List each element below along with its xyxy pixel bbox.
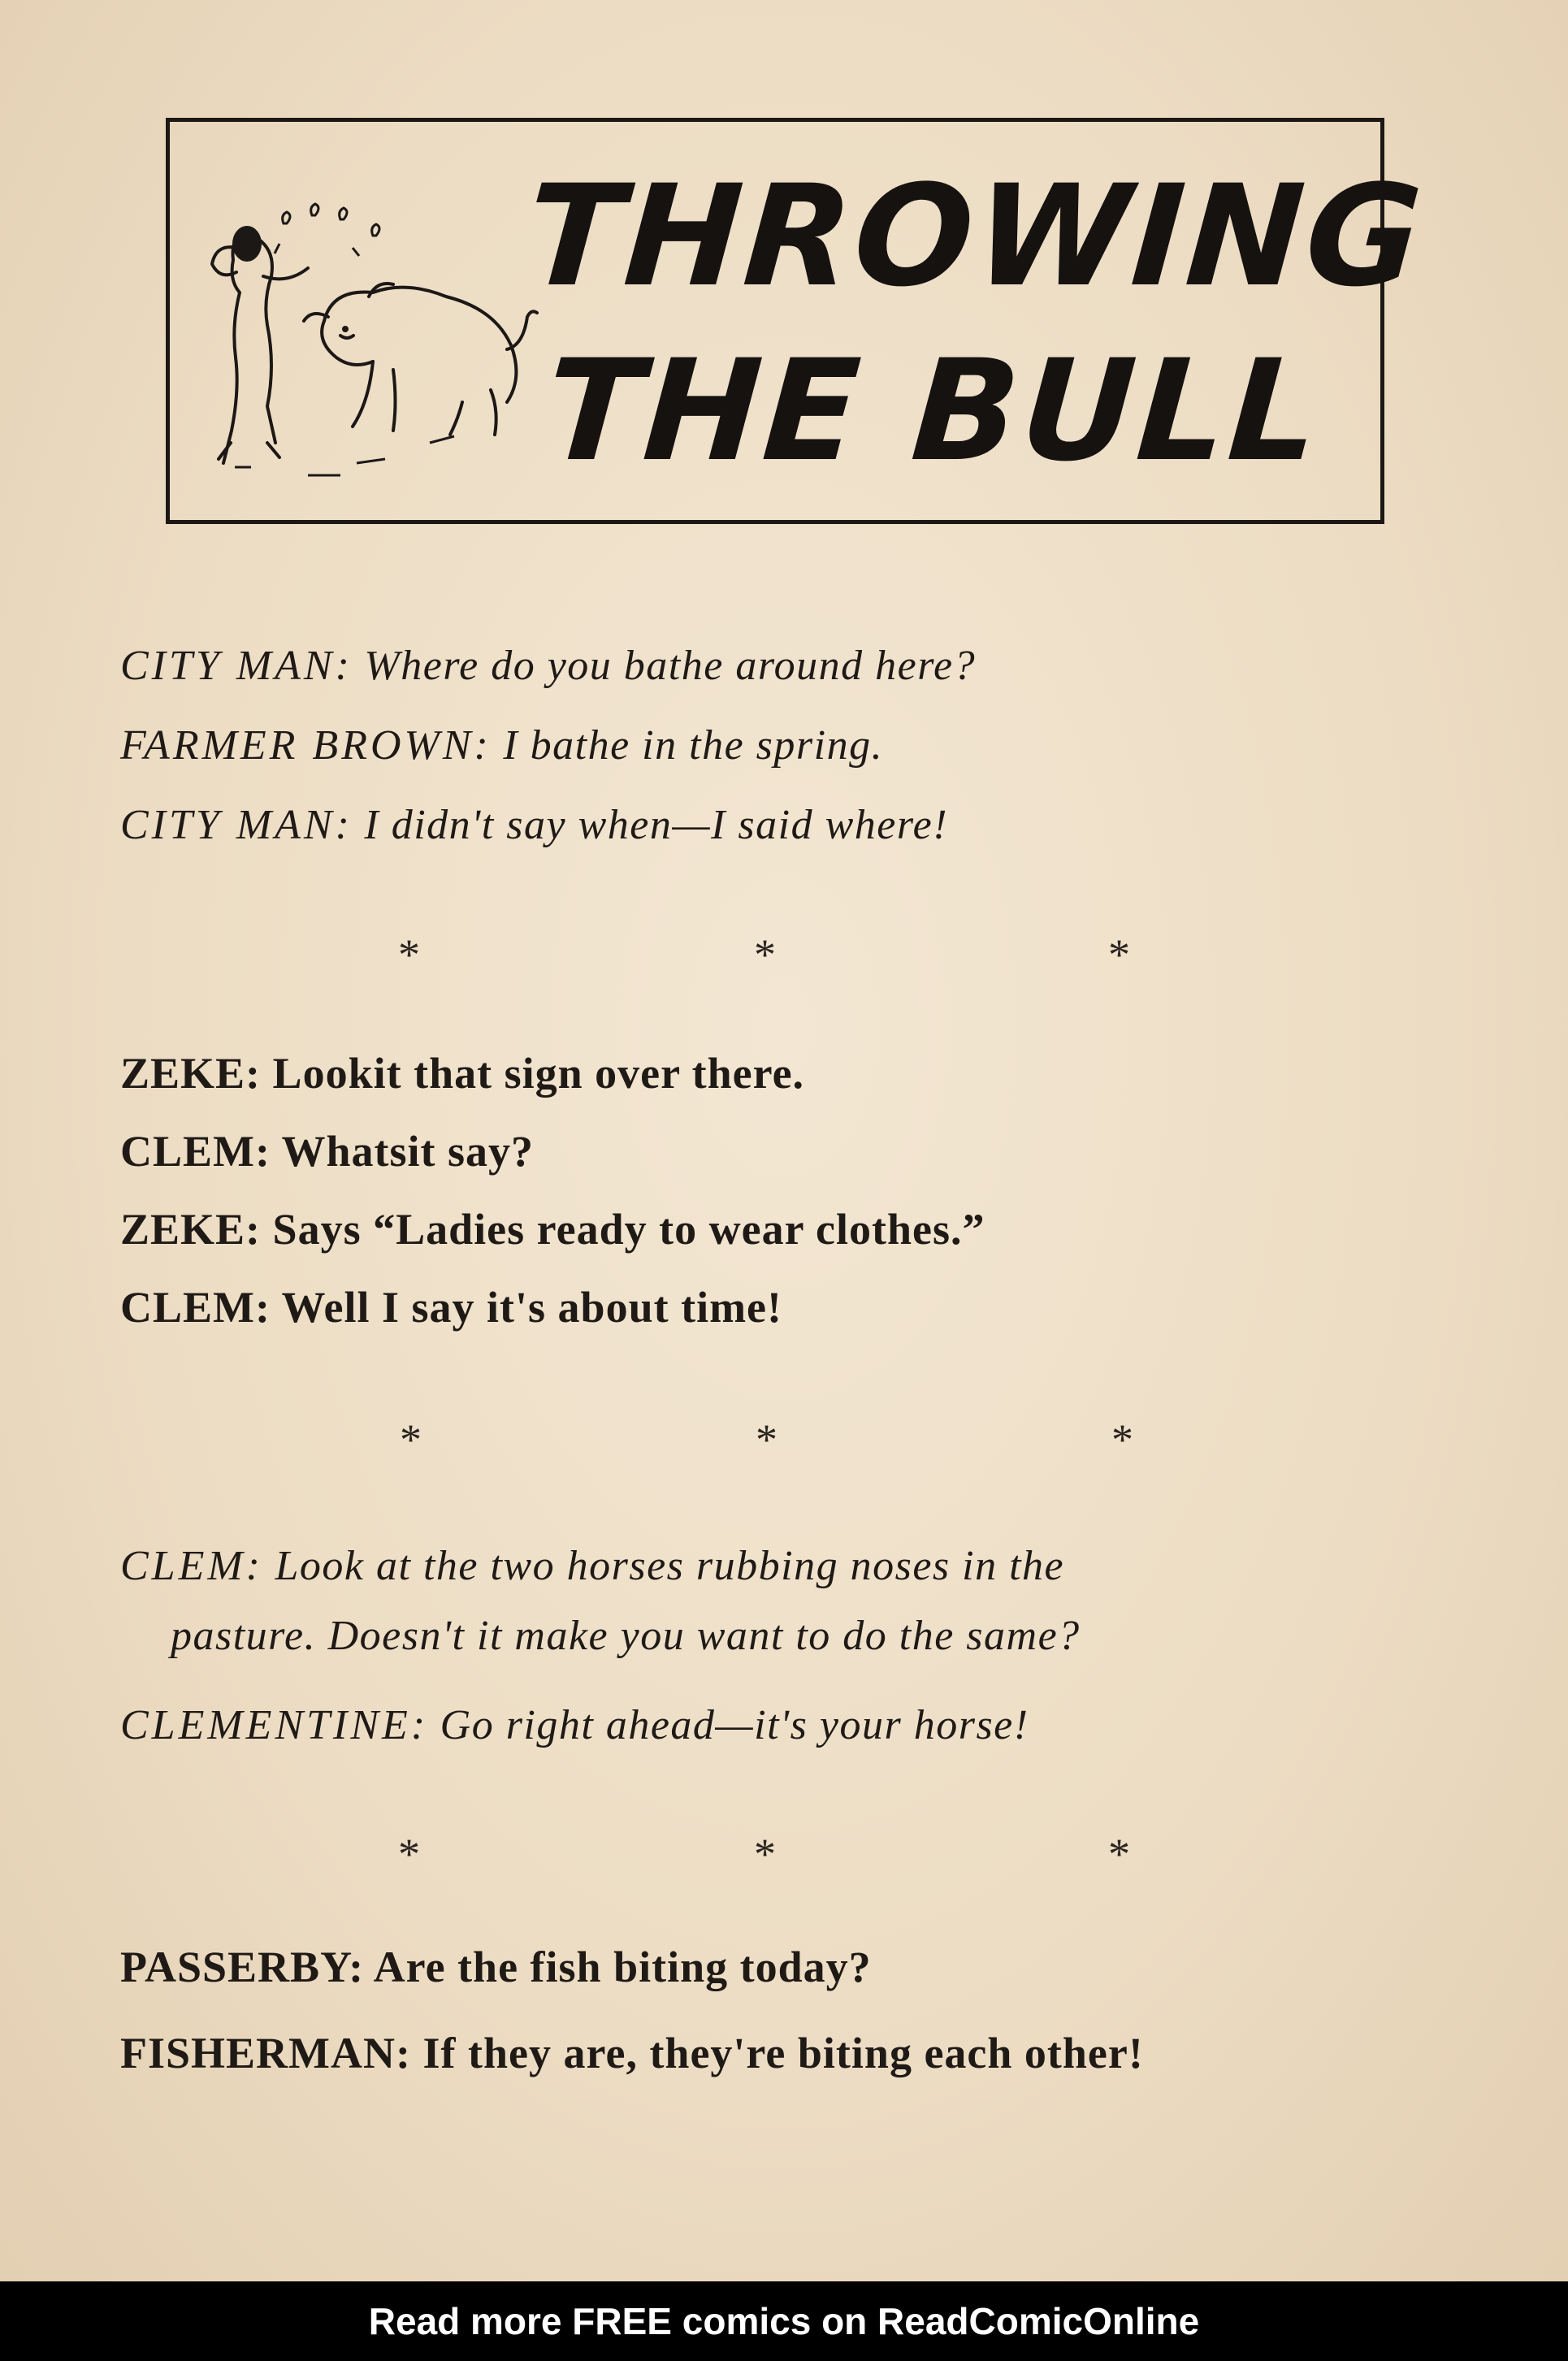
footer-link[interactable]: Read more FREE comics on ReadComicOnline	[368, 2300, 1200, 2342]
joke-line	[120, 801, 948, 849]
joke-line	[120, 1542, 1064, 1590]
separator-star: *	[398, 930, 420, 979]
joke-line	[120, 1701, 1029, 1749]
joke-line	[120, 721, 883, 769]
joke-line	[120, 1048, 804, 1098]
speaker-label: ZEKE:	[120, 1205, 262, 1254]
separator-star: *	[1108, 1830, 1130, 1878]
dialogue-text: Go right ahead—it's your horse!	[428, 1702, 1029, 1748]
speaker-label: CITY MAN:	[120, 643, 353, 689]
separator-stars	[0, 1832, 1568, 1881]
speaker-label: CLEM:	[120, 1543, 263, 1589]
title-line-2: THE BULL	[540, 329, 1327, 492]
joke-line	[120, 1126, 534, 1176]
separator-star: *	[400, 1415, 422, 1464]
joke-line	[120, 1942, 872, 1992]
separator-star: *	[754, 930, 776, 979]
footer-banner[interactable]	[0, 2281, 1568, 2361]
joke-line	[120, 642, 976, 690]
title-line-1: THROWING	[522, 154, 1429, 318]
dialogue-text: I didn't say when—I said where!	[352, 802, 949, 848]
title-panel	[166, 118, 1429, 524]
dialogue-text: Are the fish biting today?	[364, 1943, 872, 1991]
joke-line	[171, 1612, 1081, 1660]
joke-line	[120, 2028, 1144, 2078]
joke-line	[120, 1204, 985, 1254]
dialogue-text: pasture. Doesn't it make you want to do the same?	[171, 1613, 1081, 1659]
separator-stars	[0, 1415, 1568, 1466]
joke-line	[120, 1282, 782, 1332]
separator-star: *	[756, 1415, 778, 1464]
dialogue-text: Well I say it's about time!	[270, 1283, 782, 1332]
separator-stars	[0, 930, 1568, 981]
dialogue-text: If they are, they're biting each other!	[411, 2029, 1144, 2077]
dialogue-text: Whatsit say?	[270, 1127, 535, 1176]
speaker-label: FARMER BROWN:	[120, 722, 492, 769]
dialogue-text: Says “Ladies ready to wear clothes.”	[261, 1205, 985, 1254]
separator-star: *	[754, 1830, 776, 1878]
dialogue-text: I bathe in the spring.	[491, 722, 884, 769]
separator-star: *	[1108, 930, 1130, 979]
speaker-label: CLEM:	[120, 1283, 271, 1332]
bull-illustration	[186, 199, 544, 492]
speaker-label: FISHERMAN:	[120, 2029, 411, 2077]
speaker-label: CITY MAN:	[120, 802, 353, 848]
speaker-label: CLEM:	[120, 1127, 271, 1176]
separator-star: *	[398, 1830, 420, 1878]
speaker-label: PASSERBY:	[120, 1943, 365, 1991]
dialogue-text: Look at the two horses rubbing noses in the	[263, 1543, 1065, 1589]
speaker-label: ZEKE:	[120, 1049, 262, 1098]
speaker-label: CLEMENTINE:	[120, 1702, 429, 1748]
dialogue-text: Lookit that sign over there.	[261, 1049, 805, 1098]
separator-star: *	[1111, 1415, 1133, 1464]
dialogue-text: Where do you bathe around here?	[352, 643, 977, 689]
